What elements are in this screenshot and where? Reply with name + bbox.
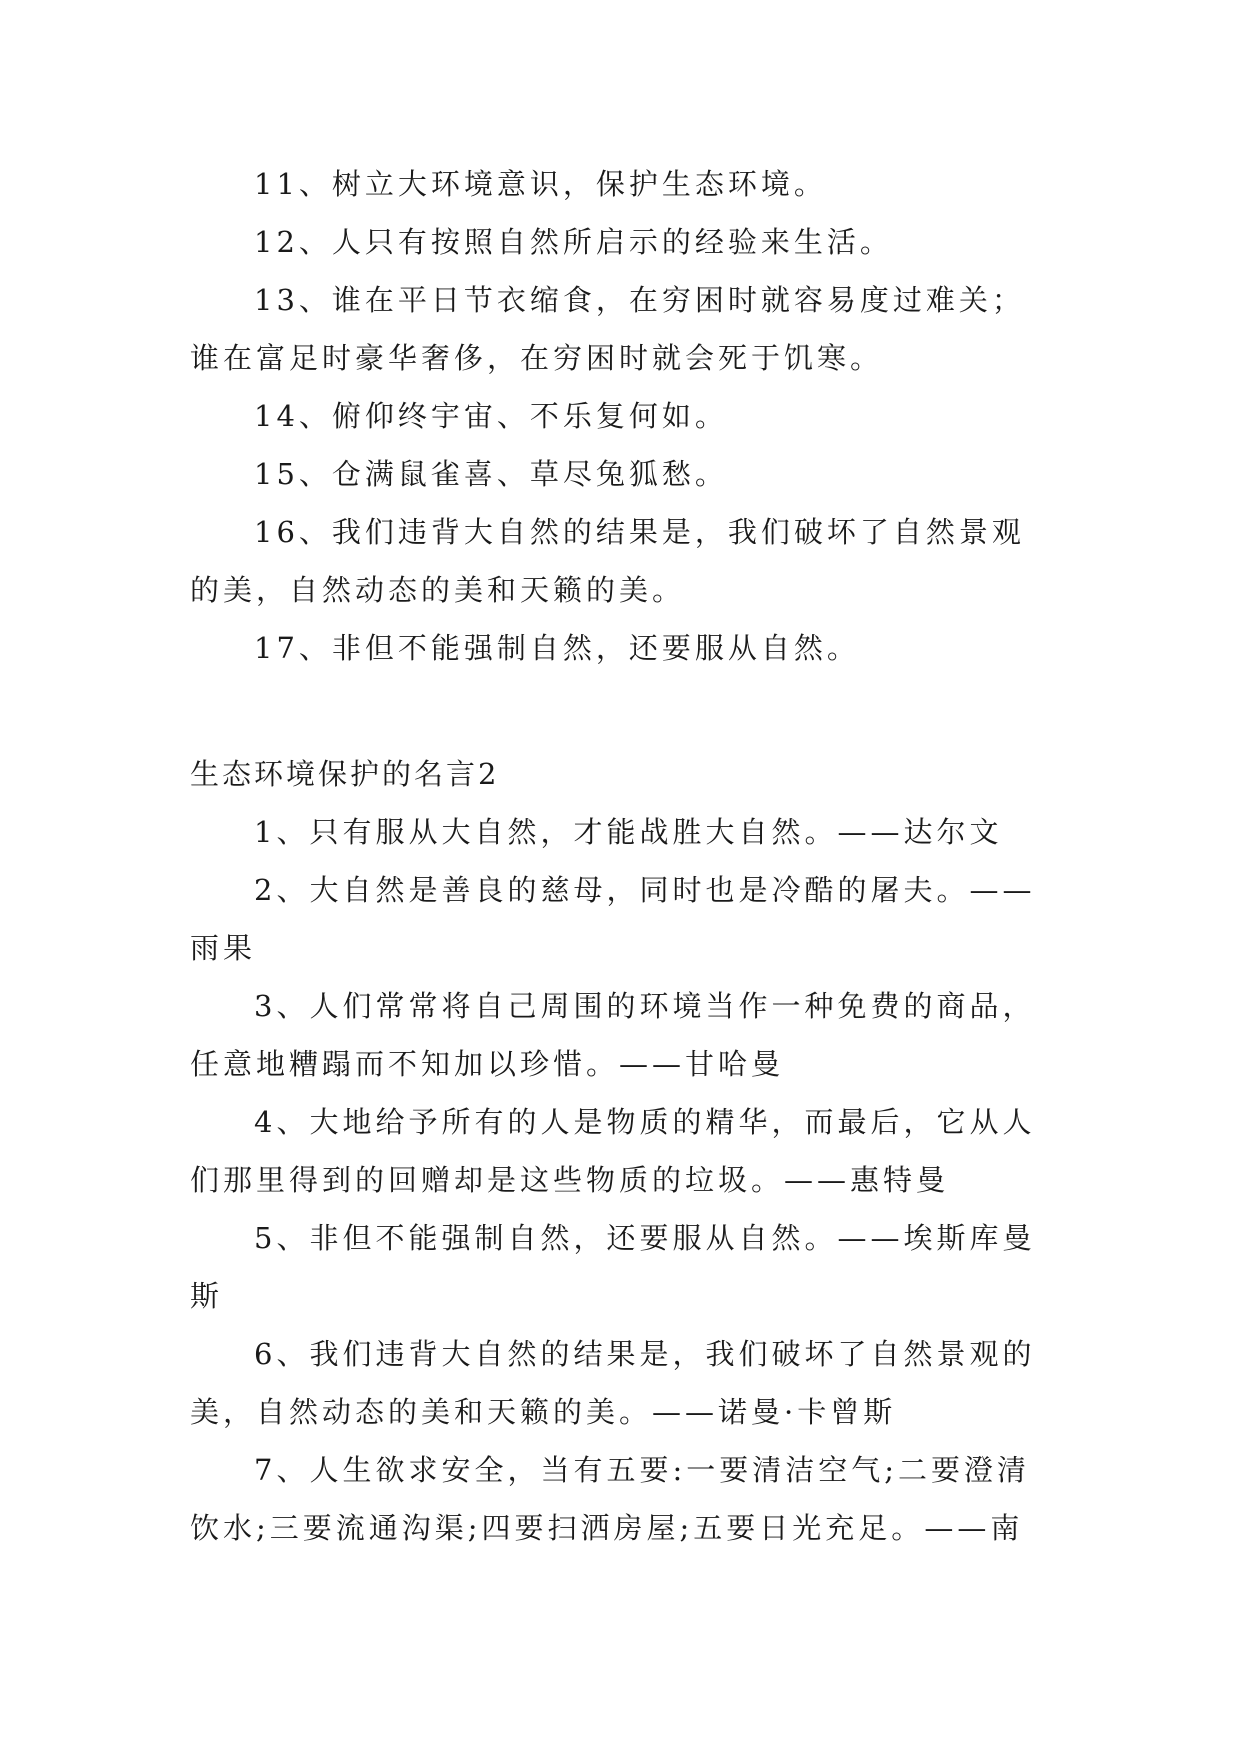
document-body (190, 155, 1050, 1557)
list-item: 13、谁在平日节衣缩食，在穷困时就容易度过难关；谁在富足时豪华奢侈，在穷困时就会死于饥寒。 (190, 283, 1025, 375)
list-item: 17、非但不能强制自然，还要服从自然。 (254, 631, 860, 665)
quote-item: 1、只有服从大自然，才能战胜大自然。——达尔文 (254, 815, 1003, 849)
list-item: 11、树立大环境意识，保护生态环境。 (254, 167, 827, 201)
section-heading: 生态环境保护的名言2 (190, 757, 500, 791)
quote-item: 6、我们违背大自然的结果是，我们破坏了自然景观的美，自然动态的美和天籁的美。——诺曼·卡曾斯 (190, 1337, 1036, 1429)
quote-item: 7、人生欲求安全，当有五要:一要清洁空气;二要澄清饮水;三要流通沟渠;四要扫洒房屋;五要日光充足。——南 (190, 1453, 1030, 1545)
list-item: 14、俯仰终宇宙、不乐复何如。 (254, 399, 728, 433)
list-item: 15、仓满鼠雀喜、草尽兔狐愁。 (254, 457, 728, 491)
list-item: 16、我们违背大自然的结果是，我们破坏了自然景观的美，自然动态的美和天籁的美。 (190, 515, 1025, 607)
list-item: 12、人只有按照自然所启示的经验来生活。 (254, 225, 893, 259)
quote-item: 2、大自然是善良的慈母，同时也是冷酷的屠夫。——雨果 (190, 873, 1036, 965)
quote-item: 3、人们常常将自己周围的环境当作一种免费的商品，任意地糟蹋而不知加以珍惜。——甘哈曼 (190, 989, 1036, 1081)
quote-item: 4、大地给予所有的人是物质的精华，而最后，它从人们那里得到的回赠却是这些物质的垃圾。——惠特曼 (190, 1105, 1036, 1197)
quote-item: 5、非但不能强制自然，还要服从自然。——埃斯库曼斯 (190, 1221, 1036, 1313)
